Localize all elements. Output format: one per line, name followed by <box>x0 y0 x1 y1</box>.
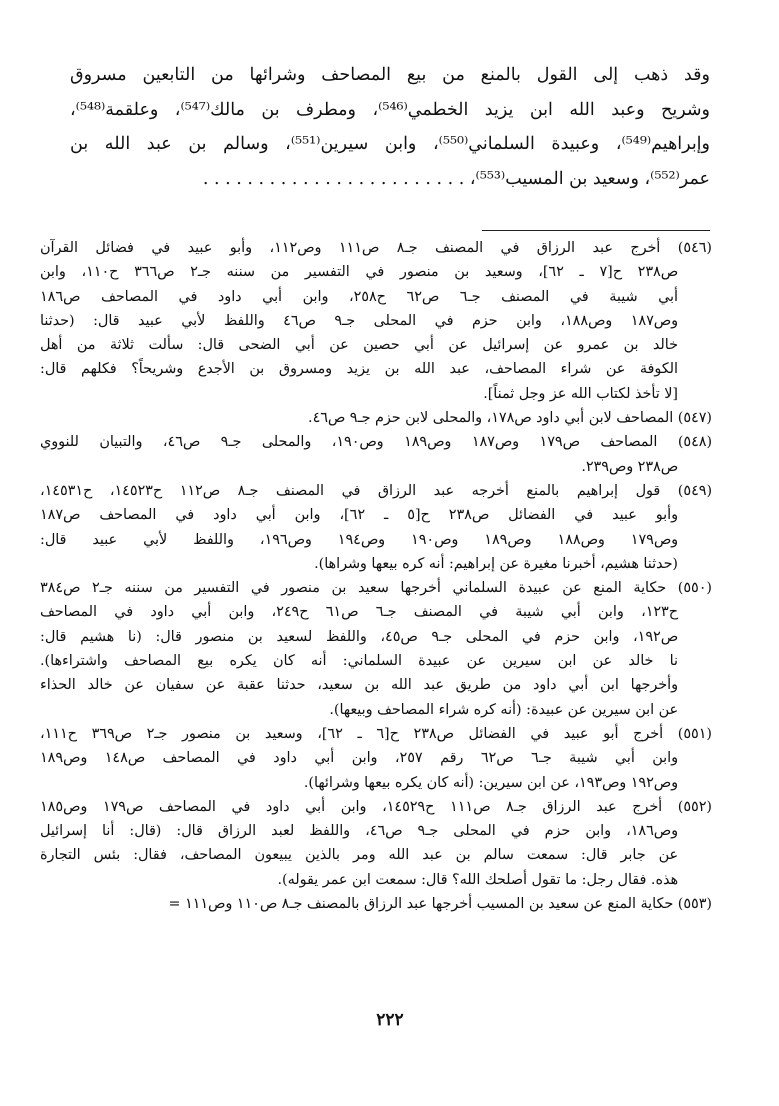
footnote-line: ح١٢٣، وابن أبي شيبة في المصنف جـ٦ ص٦١ ح٢٤٩، وابن أبي داود في المصاحف <box>40 604 678 621</box>
footnotes <box>40 236 712 916</box>
footnote-line: عن ابن سيرين عن عبيدة: (أنه كره شراء المصاحف وبيعها). <box>329 701 678 718</box>
footnote <box>40 576 712 722</box>
footnote <box>40 236 712 406</box>
footnote-line: (٥٥٢) أخرج عبد الرزاق جـ٨ ص١١١ ح١٤٥٢٩، وابن أبي داود في المصاحف ص١٧٩ وص١٨٥ <box>40 798 712 815</box>
footnote-line: وص١٨٦، وابن حزم في المحلى جـ٩ ص٤٦، واللفظ لعبد الرزاق قال: (قال: أنا إسرائيل <box>40 823 678 840</box>
footnote-line: وأخرجها ابن أبي داود من طريق عبد الله بن سعيد، حدثنا عقبة عن سفيان عن خالد الحذاء <box>40 677 678 694</box>
footnote-line: عن جابر قال: سمعت سالم بن عبد الله ومر بالذين يبيعون المصاحف، فقال: بئس التجارة <box>40 847 678 864</box>
footnote-line: نا خالد عن ابن سيرين عن عبيدة السلماني: أنه كان يكره بيع المصاحف واشتراءها). <box>40 653 678 670</box>
footnote <box>40 406 712 430</box>
footnote-line: وأبو عبيد في الفضائل ص٢٣٨ ح[٥ ـ ٦٢]، وابن أبي داود في المصاحف ص١٨٧ <box>40 507 678 524</box>
main-text-line: وإبراهيم⁽⁵⁴⁹⁾، وعبيدة السلماني⁽⁵⁵⁰⁾، وابن سيرين⁽⁵⁵¹⁾، وسالم بن عبد الله بن <box>70 134 710 154</box>
footnote-line: هذه. فقال رجل: ما تقول أصلحك الله؟ قال: سمعت ابن عمر يقوله). <box>277 871 678 888</box>
footnote <box>40 892 712 916</box>
footnote-line: وابن أبي شيبة جـ٦ ص٦٢ رقم ٢٥٧، وابن أبي داود في المصاحف ص١٤٨ وص١٨٩ <box>40 750 679 767</box>
footnote-separator <box>482 230 710 231</box>
footnote-line: ص٢٣٨ ح[٧ ـ ٦٢]، وسعيد بن منصور في التفسير من سننه جـ٢ ص٣٦٦ ح١١٠، وابن <box>40 264 679 281</box>
footnote-line: (٥٥٣) حكاية المنع عن سعيد بن المسيب أخرجها عبد الرزاق بالمصنف جـ٨ ص١١٠ وص١١١ = <box>168 896 712 913</box>
footnote-line: ص١٩٢، وابن حزم في المحلى جـ٩ ص٤٥، واللفظ لسعيد بن منصور قال: (نا هشيم قال: <box>40 628 678 645</box>
footnote-line: الكوفة عن شراء المصاحف، عبد الله بن يزيد ومسروق بن الأجدع وشريحاً؟ فكلهم قال: <box>40 361 678 378</box>
footnote-line: خالد بن عمرو عن إسرائيل عن أبي حصين عن أبي الضحى قال: سألت ثلاثة من أهل <box>40 337 678 354</box>
footnote-line: (٥٤٨) المصاحف ص١٧٩ وص١٨٧ وص١٨٩ وص١٩٠، والمحلى جـ٩ ص٤٦، والتبيان للنووي <box>40 434 712 451</box>
main-text-line: وقد ذهب إلى القول بالمنع من بيع المصاحف وشرائها من التابعين مسروق <box>70 65 710 85</box>
footnote-line: (٥٤٩) قول إبراهيم بالمنع أخرجه عبد الرزاق في المصنف جـ٨ ص١١٢ ح١٤٥٢٣، ح١٤٥٣١، <box>40 482 712 499</box>
footnote-line: أبي شيبة في المصنف جـ٦ ص٦٢ ح٢٥٨، وابن أبي داود في المصاحف ص١٨٦ <box>40 288 678 305</box>
main-text-line: وشريح وعبد الله ابن يزيد الخطمي⁽⁵⁴⁶⁾، ومطرف بن مالك⁽⁵⁴⁷⁾، وعلقمة⁽⁵⁴⁸⁾، <box>70 99 710 120</box>
footnote-line: وص١٩٢ وص١٩٣، عن ابن سيرين: (أنه كان يكره بيعها وشرائها). <box>303 774 678 791</box>
footnote-line: ص٢٣٨ وص٢٣٩. <box>581 458 678 475</box>
footnote-line: (٥٤٧) المصاحف لابن أبي داود ص١٧٨، والمحلى لابن حزم جـ٩ ص٤٦. <box>308 410 712 427</box>
footnote <box>40 795 712 892</box>
main-text <box>70 58 710 196</box>
footnote-line: (حدثنا هشيم، أخبرنا مغيرة عن إبراهيم: أنه كره بيعها وشراها). <box>314 555 678 572</box>
footnote <box>40 479 712 576</box>
footnote <box>40 722 712 795</box>
page-number: ٢٢٢ <box>376 1010 404 1030</box>
footnote-line: وص١٨٧ وص١٨٨، وابن حزم في المحلى جـ٩ ص٤٦ واللفظ لأبي عبيد قال: (حدثنا <box>40 312 678 329</box>
footnote-line: وص١٧٩ وص١٨٨ وص١٨٩ وص١٩٠ وص١٩٤ وص١٩٦، واللفظ لأبي عبيد قال: <box>40 531 679 548</box>
footnote <box>40 430 712 479</box>
footnote-line: (٥٤٦) أخرج عبد الرزاق في المصنف جـ٨ ص١١١ وص١١٢، وأبو عبيد في فضائل القرآن <box>40 240 712 256</box>
footnote-line: (٥٥١) أخرج أبو عبيد في الفضائل ص٢٣٨ ح[٦ ـ ٦٢]، وسعيد بن منصور جـ٢ ص٣٦٩ ح١١١، <box>40 725 712 742</box>
footnote-line: (٥٥٠) حكاية المنع عن عبيدة السلماني أخرجها سعيد بن منصور في التفسير من سننه جـ٢ ص٣٨٤ <box>40 580 712 597</box>
main-text-line: عمر⁽⁵⁵²⁾، وسعيد بن المسيب⁽⁵⁵³⁾، . . . . . . . . . . . . . . . . . . . . . . . . <box>202 168 710 189</box>
footnote-line: [لا تأخذ لكتاب الله عز وجل ثمناً]. <box>483 385 678 402</box>
